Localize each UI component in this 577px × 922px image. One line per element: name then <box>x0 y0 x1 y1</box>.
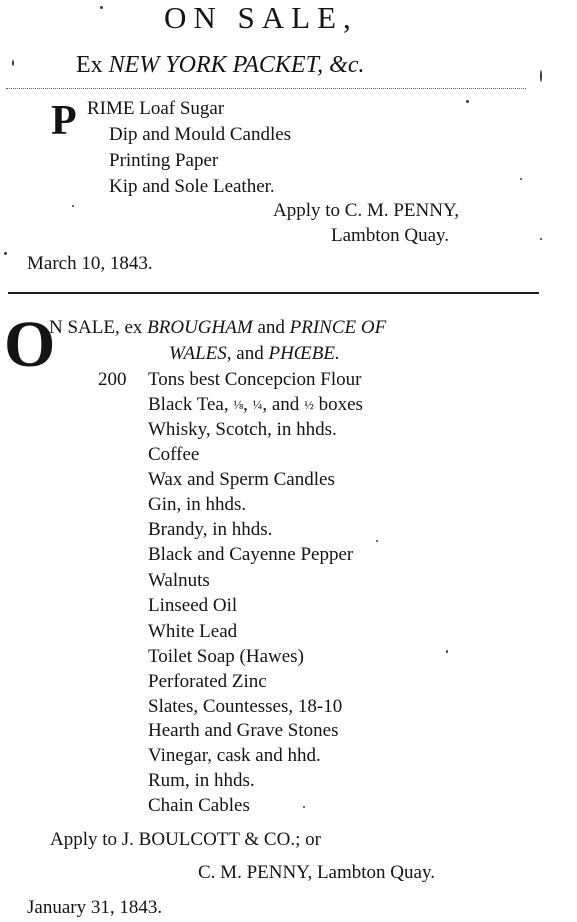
ad2-heading-and: and <box>257 317 285 338</box>
ad2-date: January 31, 1843. <box>27 897 163 918</box>
ad1-item-line: Printing Paper <box>109 150 219 171</box>
ad2-item-line: White Lead <box>148 621 238 642</box>
section-divider <box>8 292 539 294</box>
ad2-ship-phoebe: PHŒBE. <box>268 343 340 364</box>
ad2-item-line: Walnuts <box>148 570 210 591</box>
ad2-drop-cap: O <box>4 308 56 381</box>
ad2-apply-line: Apply to J. BOULCOTT & CO.; or <box>50 829 321 850</box>
ad2-item-line: Perforated Zinc <box>148 671 267 692</box>
ad1-subtitle-suffix: &c. <box>329 52 365 78</box>
ad1-date: March 10, 1843. <box>27 253 153 274</box>
print-speck <box>72 205 74 207</box>
ad1-item-line: Kip and Sole Leather. <box>109 176 275 197</box>
ad2-item-line: Gin, in hhds. <box>148 494 247 515</box>
print-speck <box>12 60 14 66</box>
print-speck <box>540 70 542 82</box>
print-speck <box>303 806 305 808</box>
ad2-heading-line2 <box>169 344 340 363</box>
print-speck <box>520 178 522 180</box>
ad2-tea-text: Black Tea, <box>148 394 229 415</box>
ad2-item-line: Linseed Oil <box>148 595 238 616</box>
ad2-item-line: Hearth and Grave Stones <box>148 720 339 741</box>
ad2-heading-and: and <box>236 343 264 364</box>
print-speck <box>466 100 469 103</box>
ad1-title: ON SALE, <box>164 0 358 35</box>
ad2-item-line: Brandy, in hhds. <box>148 519 273 540</box>
ad1-subtitle-prefix: Ex <box>76 52 103 78</box>
print-speck <box>446 650 448 653</box>
print-noise-line <box>6 88 526 89</box>
ad2-tea-fraction: ¼ <box>252 397 263 412</box>
ad1-subtitle <box>76 53 364 77</box>
ad2-quantity: 200 <box>98 369 127 390</box>
ad2-ship-brougham: BROUGHAM <box>147 317 253 338</box>
ad2-tea-boxes: boxes <box>318 394 363 415</box>
ad2-item-line: Whisky, Scotch, in hhds. <box>148 419 337 440</box>
ad2-item-line: Toilet Soap (Hawes) <box>148 646 304 667</box>
print-speck <box>376 540 378 542</box>
ad2-item-line: Rum, in hhds. <box>148 770 255 791</box>
ad2-heading-pre: N SALE, ex <box>49 317 143 338</box>
ad2-heading-line1 <box>49 318 386 337</box>
ad2-item-line: Coffee <box>148 444 200 465</box>
ad1-ship-name: NEW YORK PACKET, <box>108 52 324 78</box>
ad2-tea-and: and <box>271 394 300 415</box>
ad1-item-line: RIME Loaf Sugar <box>87 98 225 119</box>
print-speck <box>100 6 103 9</box>
print-speck <box>540 238 542 240</box>
ad1-drop-cap: P <box>51 98 77 144</box>
ad2-item-line: Slates, Countesses, 18-10 <box>148 696 343 717</box>
ad2-tea-fraction: ⅛ <box>233 397 244 412</box>
ad2-apply-line2: C. M. PENNY, Lambton Quay. <box>198 862 435 883</box>
ad2-item-line: Chain Cables <box>148 795 250 816</box>
ad1-apply-line: Apply to C. M. PENNY, <box>273 200 459 221</box>
ad2-item-tea: Black Tea, ⅛, ¼, and ½ boxes <box>148 394 363 415</box>
ad2-item-line: Wax and Sperm Candles <box>148 469 335 490</box>
ad2-tea-fraction: ½ <box>304 397 314 412</box>
ad2-item-line: Tons best Concepcion Flour <box>148 369 362 390</box>
ad2-ship-wales: WALES, <box>169 343 232 364</box>
ad2-item-line: Vinegar, cask and hhd. <box>148 745 321 766</box>
print-speck <box>4 252 7 255</box>
ad1-location: Lambton Quay. <box>331 225 450 246</box>
ad2-item-line: Black and Cayenne Pepper <box>148 544 354 565</box>
ad2-ship-prince-of-wales: PRINCE OF <box>289 317 387 338</box>
ad1-item-line: Dip and Mould Candles <box>109 124 292 145</box>
